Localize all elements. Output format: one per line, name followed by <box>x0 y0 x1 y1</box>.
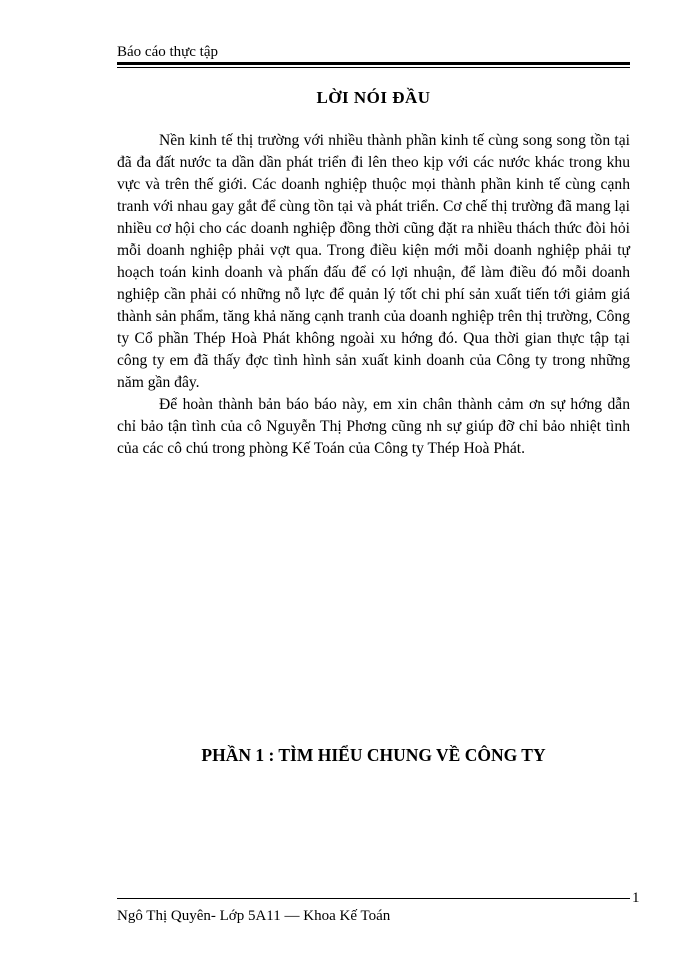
paragraph: Nền kinh tế thị trường với nhiều thành phần kinh tế cùng song song tồn tại đã đa đất nước ta dần dần phát triển đi lên theo kịp với các nước khác trong khu vực và trên thế giới. Các doanh nghiệp thuộc mọi thành phần kinh tế cùng cạnh tranh với nhau gay gắt để cùng tồn tại và phát triển. Cơ chế thị trường đã mang lại nhiều cơ hội cho các doanh nghiệp đồng thời cũng đặt ra nhiều thách thức đòi hỏi mỗi doanh nghiệp phải vợt qua. Trong điều kiện mới mỗi doanh nghiệp phải tự hoạch toán kinh doanh và phấn đấu để có lợi nhuận, để làm điều đó mỗi doanh nghiệp cần phải có những nỗ lực để quản lý tốt chi phí sản xuất tiến tới giảm giá thành sản phẩm, tăng khả năng cạnh tranh của doanh nghiệp trên thị trường, Công ty Cổ phần Thép Hoà Phát không ngoài xu hớng đó. Qua thời gian thực tập tại công ty em đã thấy đợc tình hình sản xuất kinh doanh của Công ty trong những năm gần đây. <box>117 132 630 391</box>
page-number: 1 <box>632 890 640 906</box>
document-title: LỜI NÓI ĐẦU <box>316 88 431 107</box>
header-text: Báo cáo thực tập <box>117 44 219 60</box>
paragraph: Để hoàn thành bản báo báo này, em xin chân thành cảm ơn sự hớng dẫn chỉ bảo tận tình của cô Nguyễn Thị Phơng cũng nh sự giúp đỡ chỉ bảo nhiệt tình của các cô chú trong phòng Kế Toán của Công ty Thép Hoà Phát. <box>117 396 630 457</box>
header-rule-thick <box>117 62 630 65</box>
document-body <box>117 130 630 460</box>
header-rule-thin <box>117 67 630 68</box>
footer-rule <box>117 898 630 899</box>
section-title: PHẦN 1 : TÌM HIỂU CHUNG VỀ CÔNG TY <box>201 745 546 765</box>
footer-text: Ngô Thị Quyên- Lớp 5A11 — Khoa Kế Toán <box>117 908 391 924</box>
